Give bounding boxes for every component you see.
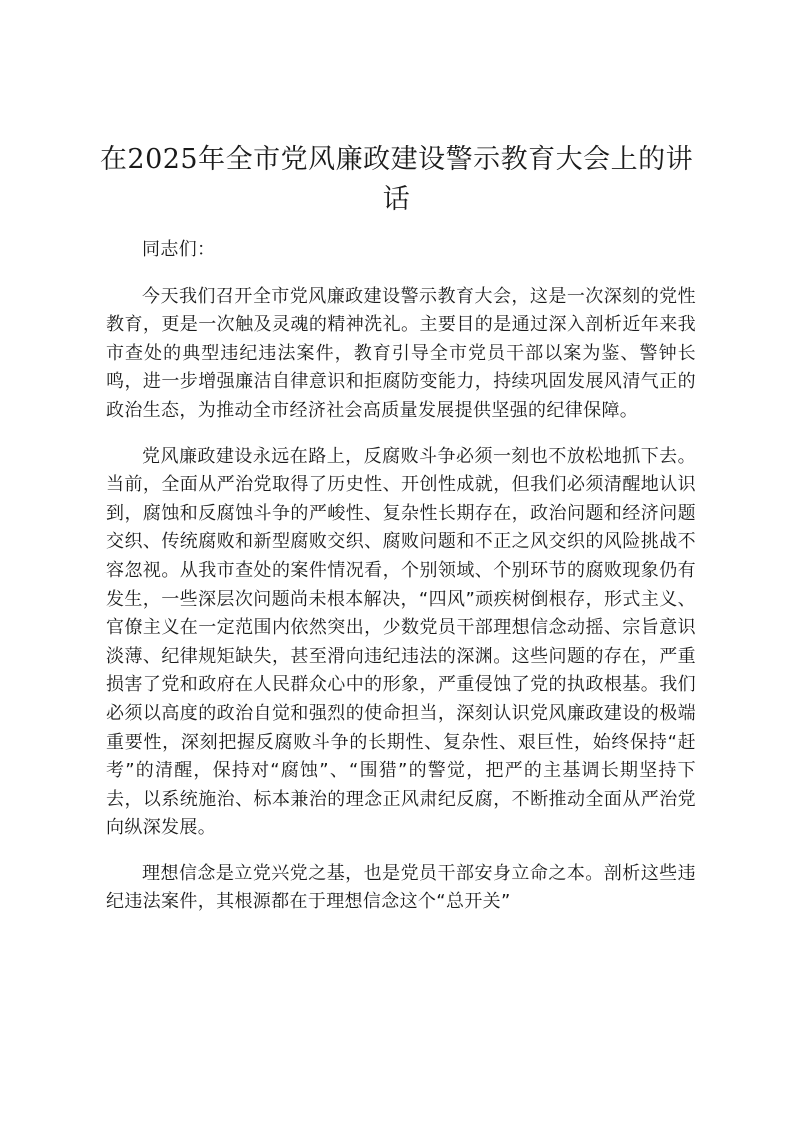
paragraph-opening: 今天我们召开全市党风廉政建设警示教育大会，这是一次深刻的党性教育，更是一次触及灵魂的精神洗礼。主要目的是通过深入剖析近年来我市查处的典型违纪违法案件，教育引导全市党员干部以案为鉴、警钟长鸣，进一步增强廉洁自律意识和拒腐防变能力，持续巩固发展风清气正的政治生态，为推动全市经济社会高质量发展提供坚强的纪律保障。 [106, 285, 696, 421]
paragraph-anti-corruption: 党风廉政建设永远在路上，反腐败斗争必须一刻也不放松地抓下去。当前，全面从严治党取得了历史性、开创性成就，但我们必须清醒地认识到，腐蚀和反腐蚀斗争的严峻性、复杂性长期存在，政治问题和经济问题交织、传统腐败和新型腐败交织、腐败问题和不正之风交织的风险挑战不容忽视。从我市查处的案件情况看，个别领域、个别环节的腐败现象仍有发生，一些深层次问题尚未根本解决，“四风”顽疾树倒根存，形式主义、官僚主义在一定范围内依然突出，少数党员干部理想信念动摇、宗旨意识淡薄、纪律规矩缺失，甚至滑向违纪违法的深渊。这些问题的存在，严重损害了党和政府在人民群众心中的形象，严重侵蚀了党的执政根基。我们必须以高度的政治自觉和强烈的使命担当，深刻认识党风廉政建设的极端重要性，深刻把握反腐败斗争的长期性、复杂性、艰巨性，始终保持“赶考”的清醒，保持对“腐蚀”、“围猎”的警觉，把严的主基调长期坚持下去，以系统施治、标本兼治的理念正风肃纪反腐，不断推动全面从严治党向纵深发展。 [106, 445, 696, 839]
salutation: 同志们： [142, 239, 216, 260]
document-body [106, 236, 696, 934]
document-title: 在2025年全市党风廉政建设警示教育大会上的讲话 [99, 144, 694, 215]
paragraph-ideals: 理想信念是立党兴党之基，也是党员干部安身立命之本。剖析这些违纪违法案件，其根源都在于理想信念这个“总开关” [106, 862, 696, 913]
